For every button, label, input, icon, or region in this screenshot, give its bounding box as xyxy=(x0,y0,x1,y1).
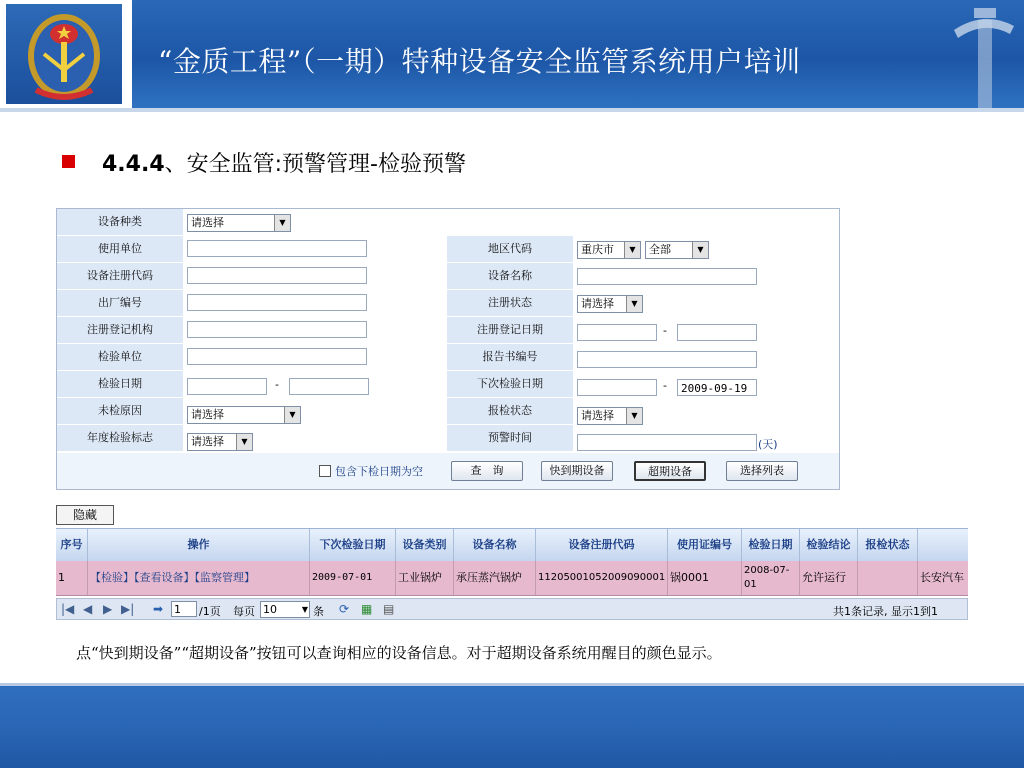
label-reg-date: 注册登记日期 xyxy=(447,317,573,344)
document-icon[interactable]: ▤ xyxy=(383,602,395,616)
chevron-down-icon: ▼ xyxy=(624,242,640,258)
chevron-down-icon: ▼ xyxy=(626,296,642,312)
region-district-value: 全部 xyxy=(649,243,671,256)
device-name-input[interactable] xyxy=(577,268,757,285)
grid-header xyxy=(56,528,968,562)
reg-code-input[interactable] xyxy=(187,267,367,284)
label-warn-time: 预警时间 xyxy=(447,425,573,452)
col-reg-code[interactable]: 设备注册代码 xyxy=(536,529,668,561)
search-form xyxy=(56,208,840,490)
report-status-value: 请选择 xyxy=(581,409,614,422)
per-page-select[interactable] xyxy=(260,601,310,618)
cell-unit: 长安汽车 xyxy=(920,571,964,584)
record-summary: 共1条记录, 显示1到1 xyxy=(833,605,938,618)
view-device-link[interactable]: 【查看设备】 xyxy=(134,571,195,584)
go-page-icon[interactable]: ➡ xyxy=(153,602,164,616)
chevron-down-icon: ▼ xyxy=(284,407,300,423)
reg-date-separator: - xyxy=(663,324,667,337)
cell-cert-no: 锅0001 xyxy=(668,561,742,595)
refresh-icon[interactable]: ⟳ xyxy=(339,602,350,616)
label-report-no: 报告书编号 xyxy=(447,344,573,371)
cell-conclusion: 允许运行 xyxy=(800,561,858,595)
section-heading-text: 、安全监管:预警管理-检验预警 xyxy=(164,152,466,177)
label-annual-flag: 年度检验标志 xyxy=(57,425,183,452)
prev-page-icon[interactable]: ◀ xyxy=(83,602,93,616)
cell-report-status xyxy=(858,561,918,595)
label-uninspected-reason: 未检原因 xyxy=(57,398,183,425)
header-separator xyxy=(128,0,132,108)
uninspected-reason-value: 请选择 xyxy=(191,408,224,421)
inspect-date-from[interactable] xyxy=(187,378,267,395)
factory-no-input[interactable] xyxy=(187,294,367,311)
slide-caption: 点“快到期设备”“超期设备”按钮可以查询相应的设备信息。对于超期设备系统用醒目的颜色显示。 xyxy=(76,644,722,662)
col-category[interactable]: 设备类别 xyxy=(396,529,454,561)
col-no[interactable]: 序号 xyxy=(56,529,88,561)
annual-flag-select[interactable] xyxy=(187,433,253,451)
expired-button[interactable]: 超期设备 xyxy=(634,461,706,481)
region-city-value: 重庆市 xyxy=(581,243,614,256)
cell-category: 工业锅炉 xyxy=(396,561,454,595)
slide-footer xyxy=(0,686,1024,768)
next-page-icon[interactable]: ▶ xyxy=(103,602,113,616)
col-inspect-date[interactable]: 检验日期 xyxy=(742,529,800,561)
col-actions[interactable]: 操作 xyxy=(88,529,310,561)
inspect-date-separator: - xyxy=(275,378,279,391)
chevron-down-icon: ▼ xyxy=(236,434,252,450)
national-emblem-icon xyxy=(6,4,122,104)
select-list-button[interactable]: 选择列表 xyxy=(726,461,798,481)
warn-time-input[interactable] xyxy=(577,434,757,451)
report-status-select[interactable] xyxy=(577,407,643,425)
table-row[interactable] xyxy=(56,561,968,596)
emblem-background xyxy=(6,4,122,104)
reg-date-from[interactable] xyxy=(577,324,657,341)
chevron-down-icon: ▼ xyxy=(692,242,708,258)
next-inspect-date-to[interactable]: 2009-09-19 xyxy=(677,379,757,396)
pager-bar xyxy=(56,598,968,620)
col-cert-no[interactable]: 使用证编号 xyxy=(668,529,742,561)
device-type-select[interactable] xyxy=(187,214,291,232)
export-excel-icon[interactable]: ▦ xyxy=(361,602,373,616)
header-divider xyxy=(0,108,1024,112)
label-reg-status: 注册状态 xyxy=(447,290,573,317)
region-district-select[interactable] xyxy=(645,241,709,259)
cell-actions xyxy=(88,561,310,595)
label-reg-code: 设备注册代码 xyxy=(57,263,183,290)
col-device-name[interactable]: 设备名称 xyxy=(454,529,536,561)
reg-status-value: 请选择 xyxy=(581,297,614,310)
section-heading xyxy=(102,147,466,178)
col-report-status[interactable]: 报检状态 xyxy=(858,529,918,561)
inspect-link[interactable]: 【检验】 xyxy=(90,571,134,584)
per-page-value: 10 xyxy=(263,603,277,616)
supervision-link[interactable]: 【监察管理】 xyxy=(194,571,255,584)
label-region-code: 地区代码 xyxy=(447,236,573,263)
label-factory-no: 出厂编号 xyxy=(57,290,183,317)
include-empty-label: 包含下检日期为空 xyxy=(335,465,423,478)
total-pages-label: /1页 xyxy=(199,605,221,618)
uninspected-reason-select[interactable] xyxy=(187,406,301,424)
label-inspect-unit: 检验单位 xyxy=(57,344,183,371)
label-device-type: 设备种类 xyxy=(57,209,183,236)
label-device-name: 设备名称 xyxy=(447,263,573,290)
inspect-date-line2: 01 xyxy=(744,579,757,590)
inspect-unit-input[interactable] xyxy=(187,348,367,365)
per-page-unit: 条 xyxy=(313,605,324,618)
cell-next-date: 2009-07-01 xyxy=(310,561,396,595)
annual-flag-value: 请选择 xyxy=(191,435,224,448)
query-button[interactable]: 查 询 xyxy=(451,461,523,481)
report-no-input[interactable] xyxy=(577,351,757,368)
emblem-frame xyxy=(0,0,128,108)
region-city-select[interactable] xyxy=(577,241,641,259)
bullet-square xyxy=(62,155,75,168)
col-conclusion[interactable]: 检验结论 xyxy=(800,529,858,561)
page-number-input[interactable]: 1 xyxy=(171,601,197,617)
label-inspect-date: 检验日期 xyxy=(57,371,183,398)
button-row xyxy=(57,453,839,489)
reg-org-input[interactable] xyxy=(187,321,367,338)
next-inspect-date-from[interactable] xyxy=(577,379,657,396)
last-page-icon[interactable]: ▶| xyxy=(121,602,135,616)
cell-reg-code: 11205001052009090001 xyxy=(536,561,668,595)
hide-button[interactable]: 隐藏 xyxy=(56,505,114,525)
cell-no: 1 xyxy=(56,561,88,595)
label-reg-org: 注册登记机构 xyxy=(57,317,183,344)
section-number: 4.4.4 xyxy=(102,152,165,177)
reg-status-select[interactable] xyxy=(577,295,643,313)
per-page-label: 每页 xyxy=(233,605,255,618)
cell-inspect-date xyxy=(742,561,800,595)
cell-device-name: 承压蒸汽锅炉 xyxy=(454,561,536,595)
next-inspect-date-separator: - xyxy=(663,379,667,392)
col-next-date[interactable]: 下次检验日期 xyxy=(310,529,396,561)
chevron-down-icon: ▼ xyxy=(301,605,308,614)
label-next-inspect-date: 下次检验日期 xyxy=(447,371,573,398)
warn-time-unit: (天) xyxy=(758,438,778,451)
include-empty-checkbox[interactable] xyxy=(319,465,331,477)
label-report-status: 报检状态 xyxy=(447,398,573,425)
slide-title: “金质工程”（一期）特种设备安全监管系统用户培训 xyxy=(158,45,801,78)
near-expiry-button[interactable]: 快到期设备 xyxy=(541,461,613,481)
first-page-icon[interactable]: |◀ xyxy=(61,602,75,616)
chevron-down-icon: ▼ xyxy=(274,215,290,231)
label-use-unit: 使用单位 xyxy=(57,236,183,263)
device-type-value: 请选择 xyxy=(191,216,224,229)
reg-date-to[interactable] xyxy=(677,324,757,341)
inspect-date-to[interactable] xyxy=(289,378,369,395)
use-unit-input[interactable] xyxy=(187,240,367,257)
chevron-down-icon: ▼ xyxy=(626,408,642,424)
col-extra[interactable] xyxy=(918,529,968,561)
pillar-decoration-icon xyxy=(934,0,1024,108)
inspect-date-line1: 2008-07- xyxy=(744,565,790,576)
